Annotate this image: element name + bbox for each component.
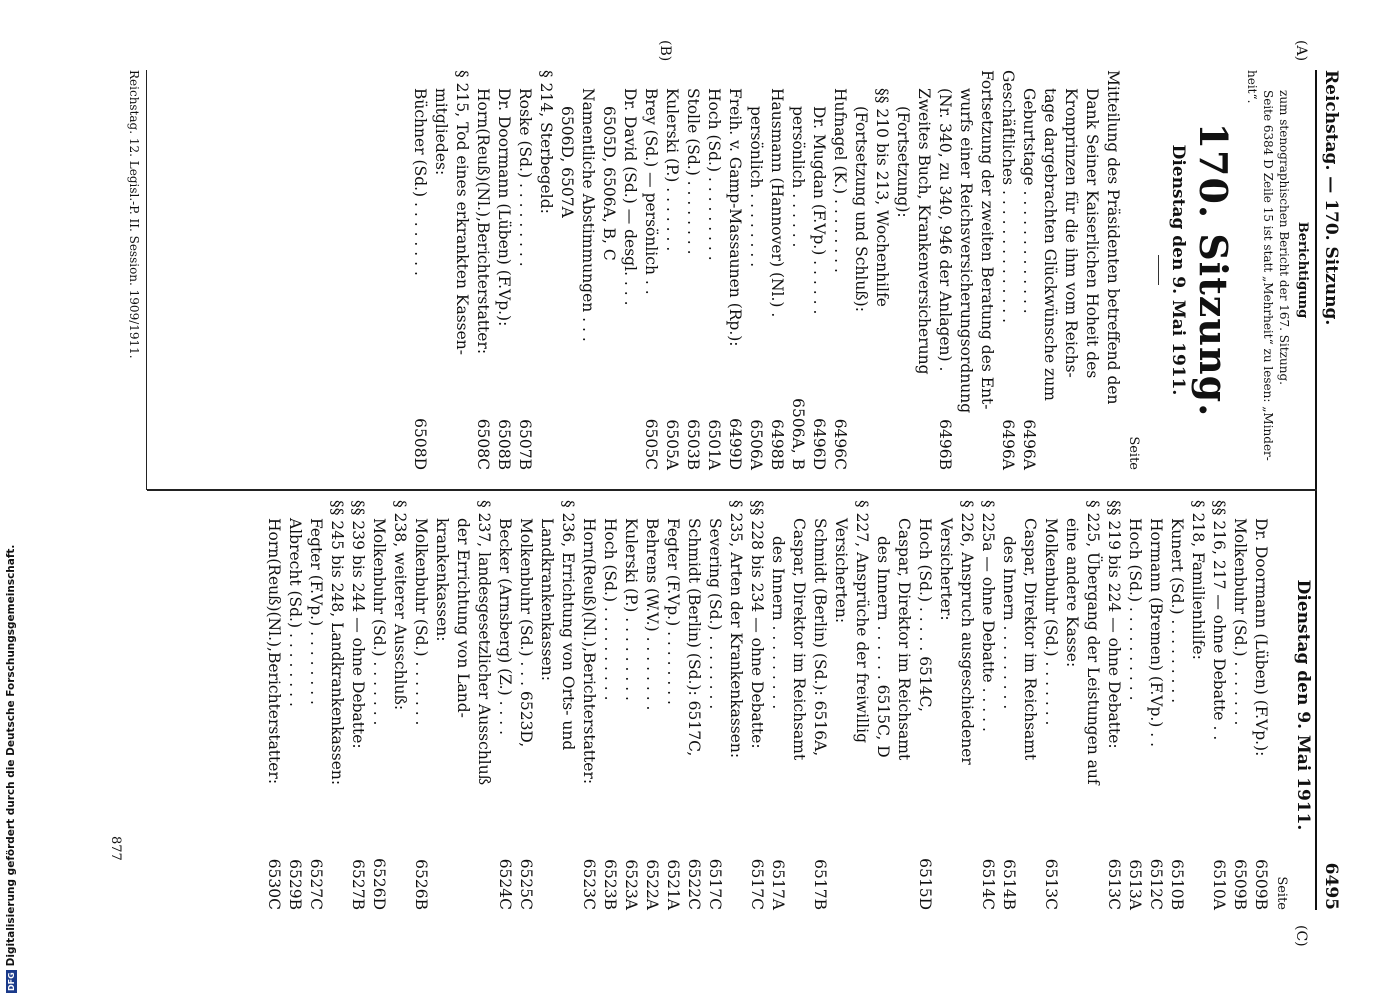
entry-text: § 235, Arten der Krankenkassen: xyxy=(727,500,745,759)
margin-mark-a: (A) xyxy=(1293,40,1309,62)
index-entry xyxy=(557,500,578,910)
entry-text: des Innern . . . . . . . . . xyxy=(1000,536,1018,710)
index-entry xyxy=(451,70,472,470)
index-entry xyxy=(1102,70,1123,470)
entry-text: Versicherter: xyxy=(937,518,955,621)
entry-text: Hufnagel (K.) . . . . . . . . xyxy=(831,88,849,273)
index-entry xyxy=(977,500,998,910)
entry-text: Albrecht (Sd.) . . . . . . . . xyxy=(286,518,304,707)
index-entry xyxy=(556,70,577,470)
index-entry xyxy=(326,500,347,910)
entry-page-ref: 6505A xyxy=(663,419,681,470)
entry-page-ref: 6506A xyxy=(747,419,765,470)
entry-text: Büchner (Sd.) . . . . . . . . xyxy=(411,88,429,276)
index-entry xyxy=(431,500,452,910)
index-entry xyxy=(347,500,368,910)
entry-text: §§ 216, 217 — ohne Debatte . . xyxy=(1210,500,1228,741)
right-column xyxy=(263,500,1313,910)
entry-text: wurfs einer Reichsversicherungsordnung xyxy=(957,88,975,414)
index-entry xyxy=(1145,500,1166,910)
entry-text: Kunert (Sd.) . . . . . . . . . xyxy=(1168,518,1186,704)
entry-text: § 225a — ohne Debatte . . . . . xyxy=(979,500,997,732)
index-entry xyxy=(1250,500,1271,910)
entry-text: Hoch (Sd.) . . . . . . . . . . xyxy=(601,518,619,701)
entry-text: mitgliedes: xyxy=(432,88,450,176)
entry-text: Stolle (Sd.) . . . . . . . . xyxy=(684,88,702,255)
index-entry xyxy=(1019,500,1040,910)
entry-text: § 226, Anspruch ausgeschiedener xyxy=(958,500,976,765)
entry-text: persönlich . . . . . . xyxy=(789,106,807,248)
index-entry xyxy=(661,70,682,470)
index-entry xyxy=(914,500,935,910)
index-entry xyxy=(662,500,683,910)
entry-text: Becker (Arnsberg) (Z.) . . . . xyxy=(496,518,514,736)
entry-text: Dr. Doormann (Lüben) (F.Vp.): xyxy=(495,88,513,327)
entry-page-ref: 6526B xyxy=(412,859,430,910)
entry-text: Hausmann (Hannover) (Nl.) . xyxy=(768,88,786,318)
entry-text: Hoch (Sd.) . . . . . . . . . . xyxy=(1126,518,1144,701)
seite-label: Seite xyxy=(1274,876,1289,910)
footer-left: Reichstag. 12. Legisl.-P. II. Session. 1909/1911. xyxy=(127,70,141,359)
entry-text: Horn(Reuß)(Nl.),Berichterstatter: xyxy=(265,518,283,785)
entry-text: Freih. v. Gamp-Massaunen (Rp.): xyxy=(726,88,744,347)
index-entry xyxy=(725,500,746,910)
entry-text: tage dargebrachten Glückwünsche zum xyxy=(1041,88,1059,401)
entry-text: Geburtstage . . . . . . . . . . . . . xyxy=(1020,88,1038,314)
entry-text: §§ 245 bis 248, Landkrankenkassen: xyxy=(328,500,346,786)
index-entry xyxy=(746,500,767,910)
entry-page-ref: 6508D xyxy=(411,418,429,470)
index-entry xyxy=(893,500,914,910)
entry-page-ref: 6527C xyxy=(307,858,325,910)
index-entry xyxy=(935,500,956,910)
entry-page-ref: 6526D xyxy=(370,858,388,910)
entry-page-ref: 6515D xyxy=(916,858,934,910)
entry-text: 6506D, 6507A xyxy=(558,106,576,218)
entry-text: §§ 210 bis 213, Wochenhilfe xyxy=(873,88,891,307)
entry-text: persönlich . . . . . . . . xyxy=(747,106,765,268)
entry-page-ref: 6509B xyxy=(1231,859,1249,910)
entry-page-ref: 6498B xyxy=(768,419,786,470)
index-entry xyxy=(683,500,704,910)
index-entry xyxy=(514,70,535,470)
entry-text: Schmidt (Berlin) (Sd.): 6517C, xyxy=(685,518,703,757)
index-entry xyxy=(641,500,662,910)
entry-text: Dank Seiner Kaiserlichen Hoheit des xyxy=(1083,88,1101,379)
entry-text: Hoch (Sd.) . . . . . 6514C, xyxy=(916,518,934,712)
page-header xyxy=(1315,70,1343,910)
entry-text: § 225, Übergang der Leistungen auf xyxy=(1084,500,1102,785)
entry-page-ref: 6524C xyxy=(496,858,514,910)
index-entry xyxy=(1039,70,1060,470)
index-entry xyxy=(1082,500,1103,910)
footer-page-number: 877 xyxy=(108,836,123,861)
entry-page-ref: 6513A xyxy=(1126,859,1144,910)
index-entry xyxy=(704,500,725,910)
entry-page-ref: 6503B xyxy=(684,419,702,470)
index-entry xyxy=(767,500,788,910)
index-entry xyxy=(745,70,766,470)
entry-text: Roske (Sd.) . . . . . . . . . xyxy=(516,88,534,267)
index-entry xyxy=(472,70,493,470)
entry-page-ref: 6522A xyxy=(643,859,661,910)
entry-page-ref: 6505C xyxy=(642,418,660,470)
index-entry xyxy=(809,500,830,910)
entry-text: Versicherten: xyxy=(832,518,850,624)
entry-text: § 237, landesgesetzlicher Ausschluß xyxy=(475,500,493,786)
index-entry xyxy=(788,500,809,910)
index-entry xyxy=(871,70,892,470)
index-entry xyxy=(1060,70,1081,470)
correction-title: Berichtigung xyxy=(1295,221,1310,319)
entry-page-ref: 6509B xyxy=(1252,859,1270,910)
entry-text: Horn(Reuß)(Nl.),Berichterstatter: xyxy=(474,88,492,355)
entry-text: Zweites Buch, Krankenversicherung xyxy=(915,88,933,375)
entry-text: Caspar, Direktor im Reichsamt xyxy=(895,518,913,761)
entry-text: (Fortsetzung): xyxy=(894,106,912,218)
entry-page-ref: 6510B xyxy=(1168,859,1186,910)
entry-text: Fegter (F.Vp.) . . . . . . . . xyxy=(307,518,325,705)
entry-page-ref: 6496A xyxy=(999,419,1017,470)
index-entry xyxy=(284,500,305,910)
right-column-date: Dienstag den 9. Mai 1911. xyxy=(1293,579,1313,831)
header-left: Reichstag. — 170. Sitzung. xyxy=(1321,70,1341,326)
entry-text: der Errichtung von Land- xyxy=(454,518,472,718)
entry-text: Kronprinzen für die ihm vom Reichs- xyxy=(1062,88,1080,378)
index-entry xyxy=(787,70,808,470)
margin-mark-b: (B) xyxy=(657,40,673,62)
index-entry xyxy=(1229,500,1250,910)
left-column xyxy=(409,70,1313,470)
index-entry xyxy=(724,70,745,470)
index-entry xyxy=(976,70,997,470)
entry-text: §§ 239 bis 244 — ohne Debatte: xyxy=(349,500,367,749)
index-entry xyxy=(430,70,451,470)
entry-text: § 215, Tod eines erkrankten Kassen- xyxy=(453,70,471,356)
entry-page-ref: 6513C xyxy=(1105,858,1123,910)
entry-text: § 227, Ansprüche der freiwillig xyxy=(853,500,871,744)
session-date: Dienstag den 9. Mai 1911. xyxy=(1168,144,1188,396)
index-entry xyxy=(956,500,977,910)
entry-page-ref: 6522C xyxy=(685,858,703,910)
entry-text: krankenkassen: xyxy=(433,518,451,642)
correction-note xyxy=(1244,70,1313,470)
index-entry xyxy=(997,70,1018,470)
index-entry xyxy=(452,500,473,910)
index-entry xyxy=(1124,500,1145,910)
margin-mark-c: (C) xyxy=(1293,925,1309,947)
entry-text: Molkenbuhr (Sd.) . . . 6523D, xyxy=(517,518,535,748)
entry-page-ref: 6514B xyxy=(1000,859,1018,910)
entry-page-ref: 6508B xyxy=(495,419,513,470)
entry-page-ref: 6523A xyxy=(622,859,640,910)
entry-text: Landkrankenkassen: xyxy=(538,518,556,681)
entry-text: Caspar, Direktor im Reichsamt xyxy=(1021,518,1039,761)
entry-page-ref: 6530C xyxy=(265,858,283,910)
index-entry xyxy=(577,70,598,470)
entry-text: Dr. David (Sd.) — desgl. . . . xyxy=(621,88,639,306)
seite-label: Seite xyxy=(1126,436,1141,470)
entry-text: Behrens (W.V.) . . . . . . . . xyxy=(643,518,661,711)
entry-text: Kulerski (P.) . . . . . . . . . xyxy=(622,518,640,701)
entry-page-ref: 6514C xyxy=(979,858,997,910)
index-entry xyxy=(913,70,934,470)
entry-text: Kulerski (P.) . . . . . . . xyxy=(663,88,681,252)
index-entry xyxy=(892,70,913,470)
entry-page-ref: 6507B xyxy=(516,419,534,470)
index-entry xyxy=(535,70,556,470)
entry-page-ref: 6517A xyxy=(769,859,787,910)
entry-text: Severing (Sd.) . . . . . . . . xyxy=(706,518,724,710)
entry-text: § 218, Familienhilfe: xyxy=(1189,500,1207,660)
entry-text: Brey (Sd.) — persönlich . . xyxy=(642,88,660,295)
entry-text: 6505D, 6506A, B, C xyxy=(600,106,618,261)
entry-text: §§ 219 bis 224 — ohne Debatte: xyxy=(1105,500,1123,749)
entry-text: des Innern . . . . . . 6515C, D xyxy=(874,536,892,758)
index-entry xyxy=(473,500,494,910)
index-entry xyxy=(830,500,851,910)
index-entry xyxy=(766,70,787,470)
entry-page-ref: 6529B xyxy=(286,859,304,910)
index-entry xyxy=(1103,500,1124,910)
entry-text: §§ 228 bis 234 — ohne Debatte: xyxy=(748,500,766,749)
entry-page-ref: 6499D xyxy=(726,418,744,470)
footer-rule xyxy=(146,70,147,490)
title-rule xyxy=(1158,255,1159,285)
left-entry-list xyxy=(409,70,1123,470)
index-entry xyxy=(934,70,955,470)
correction-line: Seite 6384 D Zeile 15 ist statt „Mehrheit“ zu lesen: „Minder- xyxy=(1261,90,1275,461)
index-entry xyxy=(493,70,514,470)
entry-page-ref: 6513C xyxy=(1042,858,1060,910)
entry-page-ref: 6517B xyxy=(811,859,829,910)
entry-page-ref: 6523C xyxy=(580,858,598,910)
index-entry xyxy=(598,70,619,470)
index-entry xyxy=(389,500,410,910)
index-entry xyxy=(536,500,557,910)
entry-text: Caspar, Direktor im Reichsamt xyxy=(790,518,808,761)
index-entry xyxy=(640,70,661,470)
correction-line: zum stenographischen Bericht der 167. Sitzung. xyxy=(1277,90,1291,385)
entry-text: Geschäftliches . . . . . . . . . . . . . . xyxy=(999,70,1017,324)
index-entry xyxy=(1040,500,1061,910)
index-entry xyxy=(1166,500,1187,910)
entry-page-ref: 6525C xyxy=(517,858,535,910)
entry-text: Molkenbuhr (Sd.) . . . . . . . xyxy=(412,518,430,726)
index-entry xyxy=(305,500,326,910)
index-entry xyxy=(682,70,703,470)
header-page-number: 6495 xyxy=(1321,862,1341,910)
entry-text: Dr. Mugdan (F.Vp.) . . . . . . xyxy=(810,106,828,315)
entry-page-ref: 6527B xyxy=(349,859,367,910)
entry-page-ref: 6508C xyxy=(474,418,492,470)
index-entry xyxy=(619,70,640,470)
entry-text: Fegter (F.Vp.) . . . . . . . . xyxy=(664,518,682,705)
correction-line: heit“. xyxy=(1245,70,1259,104)
entry-page-ref: 6521A xyxy=(664,859,682,910)
entry-text: des Innern . . . . . . . . . xyxy=(769,536,787,710)
entry-text: Dr. Doormann (Lüben) (F.Vp.): xyxy=(1252,518,1270,757)
index-entry xyxy=(263,500,284,910)
entry-text: Horn(Reuß)(Nl.),Berichterstatter: xyxy=(580,518,598,785)
index-entry xyxy=(620,500,641,910)
entry-page-ref: 6523B xyxy=(601,859,619,910)
entry-page-ref: 6517C xyxy=(706,858,724,910)
index-entry xyxy=(368,500,389,910)
entry-text: Namentliche Abstimmungen . . . xyxy=(579,88,597,342)
index-entry xyxy=(1187,500,1208,910)
entry-text: Schmidt (Berlin) (Sd.): 6516A, xyxy=(811,518,829,757)
column-divider xyxy=(147,489,1317,491)
index-entry xyxy=(409,70,430,470)
entry-page-ref: 6496A xyxy=(1020,419,1038,470)
entry-text: Molkenbuhr (Sd.) . . . . . . . xyxy=(1231,518,1249,726)
entry-page-ref: 6496B xyxy=(936,419,954,470)
entry-text: (Nr. 340, zu 340, 946 der Anlagen) . xyxy=(936,88,954,372)
index-entry xyxy=(703,70,724,470)
entry-page-ref: 6496D xyxy=(810,418,828,470)
index-entry xyxy=(1061,500,1082,910)
index-entry xyxy=(1018,70,1039,470)
index-entry xyxy=(808,70,829,470)
entry-text: Hormann (Bremen) (F.Vp.) . . xyxy=(1147,518,1165,748)
dfg-logo: DFG xyxy=(6,972,16,991)
index-entry xyxy=(1081,70,1102,470)
entry-page-ref: 6517C xyxy=(748,858,766,910)
index-entry xyxy=(851,500,872,910)
session-title: 170. Sitzung. xyxy=(1191,122,1236,418)
entry-text: Mitteilung des Präsidenten betreffend den xyxy=(1104,70,1122,405)
entry-text: § 238, weiterer Ausschluß: xyxy=(391,500,409,711)
index-entry xyxy=(494,500,515,910)
index-entry xyxy=(850,70,871,470)
right-entry-list xyxy=(263,500,1271,910)
index-entry xyxy=(599,500,620,910)
entry-text: Hoch (Sd.) . . . . . . . . . xyxy=(705,88,723,261)
entry-page-ref: 6510A xyxy=(1210,859,1228,910)
entry-text: (Fortsetzung und Schluß): xyxy=(852,106,870,312)
entry-text: Molkenbuhr (Sd.) . . . . . . . xyxy=(370,518,388,726)
entry-text: Fortsetzung der zweiten Beratung des Ent- xyxy=(978,70,996,410)
entry-page-ref: 6501A xyxy=(705,419,723,470)
entry-page-ref: 6512C xyxy=(1147,858,1165,910)
entry-text: eine andere Kasse: xyxy=(1063,518,1081,668)
index-entry xyxy=(578,500,599,910)
entry-page-ref: 6506A, B xyxy=(789,398,807,470)
index-entry xyxy=(829,70,850,470)
entry-text: § 214, Sterbegeld: xyxy=(537,70,555,214)
index-entry xyxy=(955,70,976,470)
index-entry xyxy=(410,500,431,910)
index-entry xyxy=(998,500,1019,910)
index-entry xyxy=(872,500,893,910)
entry-text: Molkenbuhr (Sd.) . . . . . . . xyxy=(1042,518,1060,726)
entry-page-ref: 6496C xyxy=(831,418,849,470)
credit-text: Digitalisierung gefördert durch die Deutsche Forschungsgemeinschaft. xyxy=(5,544,17,967)
index-entry xyxy=(515,500,536,910)
index-entry xyxy=(1208,500,1229,910)
entry-text: § 236, Errichtung von Orts- und xyxy=(559,500,577,751)
digitisation-credit xyxy=(4,544,18,993)
